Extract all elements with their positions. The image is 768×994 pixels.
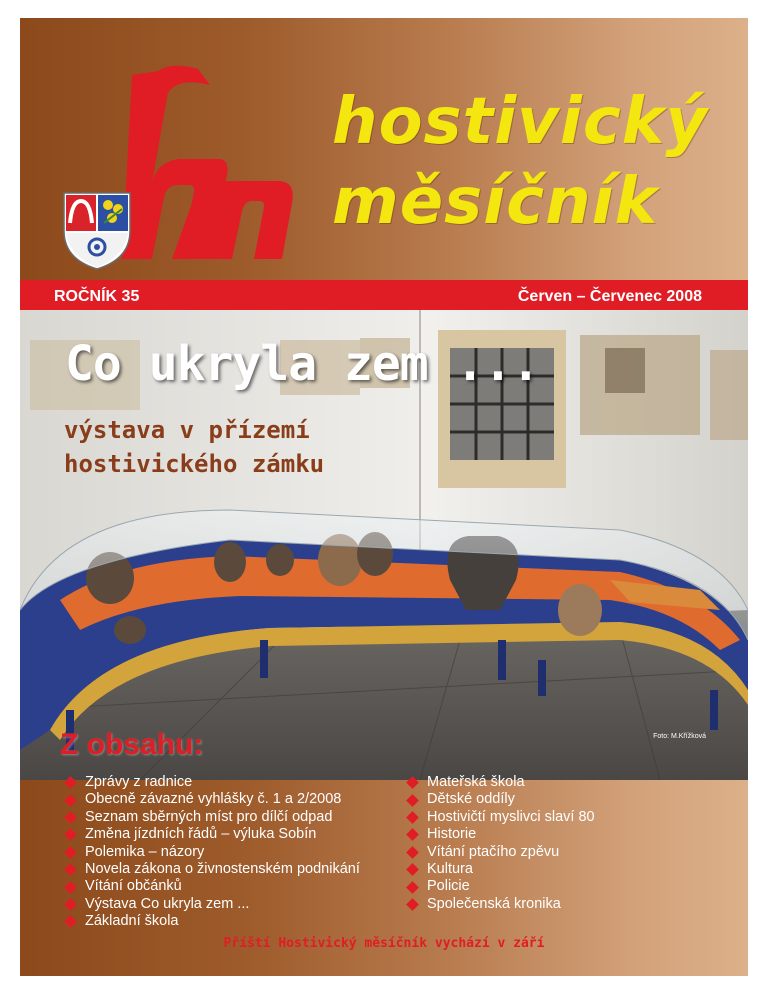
diamond-bullet-icon xyxy=(406,794,419,807)
list-item xyxy=(406,878,595,895)
diamond-bullet-icon xyxy=(64,828,77,841)
diamond-bullet-icon xyxy=(64,776,77,789)
list-item xyxy=(406,774,595,791)
diamond-bullet-icon xyxy=(406,846,419,859)
diamond-bullet-icon xyxy=(406,811,419,824)
contents-item-label: Policie xyxy=(427,878,470,895)
list-item xyxy=(64,913,360,930)
contents-item-label: Seznam sběrných míst pro dílčí odpad xyxy=(85,808,333,825)
contents-item-label: Vítání ptačího zpěvu xyxy=(427,843,560,860)
list-item xyxy=(406,791,595,808)
contents-item-label: Základní škola xyxy=(85,913,179,930)
diamond-bullet-icon xyxy=(64,846,77,859)
magazine-cover xyxy=(20,18,748,976)
diamond-bullet-icon xyxy=(64,863,77,876)
issue-date: Červen – Červenec 2008 xyxy=(517,288,702,305)
magazine-title-line-2: měsíčník xyxy=(332,165,659,239)
contents-item-label: Dětské oddíly xyxy=(427,791,515,808)
list-item xyxy=(64,809,360,826)
list-item xyxy=(64,844,360,861)
list-item xyxy=(406,896,595,913)
contents-item-label: Mateřská škola xyxy=(427,774,525,790)
diamond-bullet-icon xyxy=(406,898,419,911)
diamond-bullet-icon xyxy=(64,881,77,894)
diamond-bullet-icon xyxy=(406,776,419,789)
list-item xyxy=(406,861,595,878)
contents-list-left xyxy=(64,774,360,931)
list-item xyxy=(64,826,360,843)
diamond-bullet-icon xyxy=(406,863,419,876)
diamond-bullet-icon xyxy=(406,881,419,894)
contents-item-label: Hostivičtí myslivci slaví 80 xyxy=(427,808,595,825)
contents-item-label: Kultura xyxy=(427,860,473,877)
contents-item-label: Historie xyxy=(427,826,477,843)
logo-hook xyxy=(146,66,210,93)
contents-heading: Z obsahu: xyxy=(60,728,204,761)
cover-subtitle-line-2: hostivického zámku xyxy=(64,450,325,478)
coat-of-arms-icon xyxy=(64,193,130,269)
list-item xyxy=(64,878,360,895)
diamond-bullet-icon xyxy=(64,898,77,911)
list-item xyxy=(406,809,595,826)
contents-item-label: Obecně závazné vyhlášky č. 1 a 2/2008 xyxy=(85,791,342,808)
photo-credit: Foto: M.Křížková xyxy=(653,733,706,740)
contents-item-label: Vítání občánků xyxy=(85,878,182,895)
diamond-bullet-icon xyxy=(64,811,77,824)
list-item xyxy=(64,774,360,791)
list-item xyxy=(64,791,360,808)
list-item xyxy=(64,896,360,913)
list-item xyxy=(64,861,360,878)
list-item xyxy=(406,826,595,843)
magazine-title-line-1: hostivický xyxy=(332,85,709,159)
contents-item-label: Polemika – názory xyxy=(85,843,205,860)
cover-subtitle-line-1: výstava v přízemí xyxy=(64,416,310,444)
contents-list-right xyxy=(406,774,595,913)
next-issue-note: Příští Hostivický měsíčník vychází v září xyxy=(223,936,545,951)
diamond-bullet-icon xyxy=(64,794,77,807)
contents-item-label: Změna jízdních řádů – výluka Sobín xyxy=(85,826,317,843)
diamond-bullet-icon xyxy=(406,828,419,841)
volume-label: ROČNÍK 35 xyxy=(54,288,140,305)
contents-item-label: Novela zákona o živnostenském podnikání xyxy=(85,860,360,877)
contents-item-label: Společenská kronika xyxy=(427,895,561,912)
contents-item-label: Zprávy z radnice xyxy=(85,774,193,790)
hm-logo xyxy=(60,63,320,273)
diamond-bullet-icon xyxy=(64,915,77,928)
contents-item-label: Výstava Co ukryla zem ... xyxy=(85,895,250,912)
list-item xyxy=(406,844,595,861)
cover-headline: Co ukryla zem ... xyxy=(65,336,540,392)
